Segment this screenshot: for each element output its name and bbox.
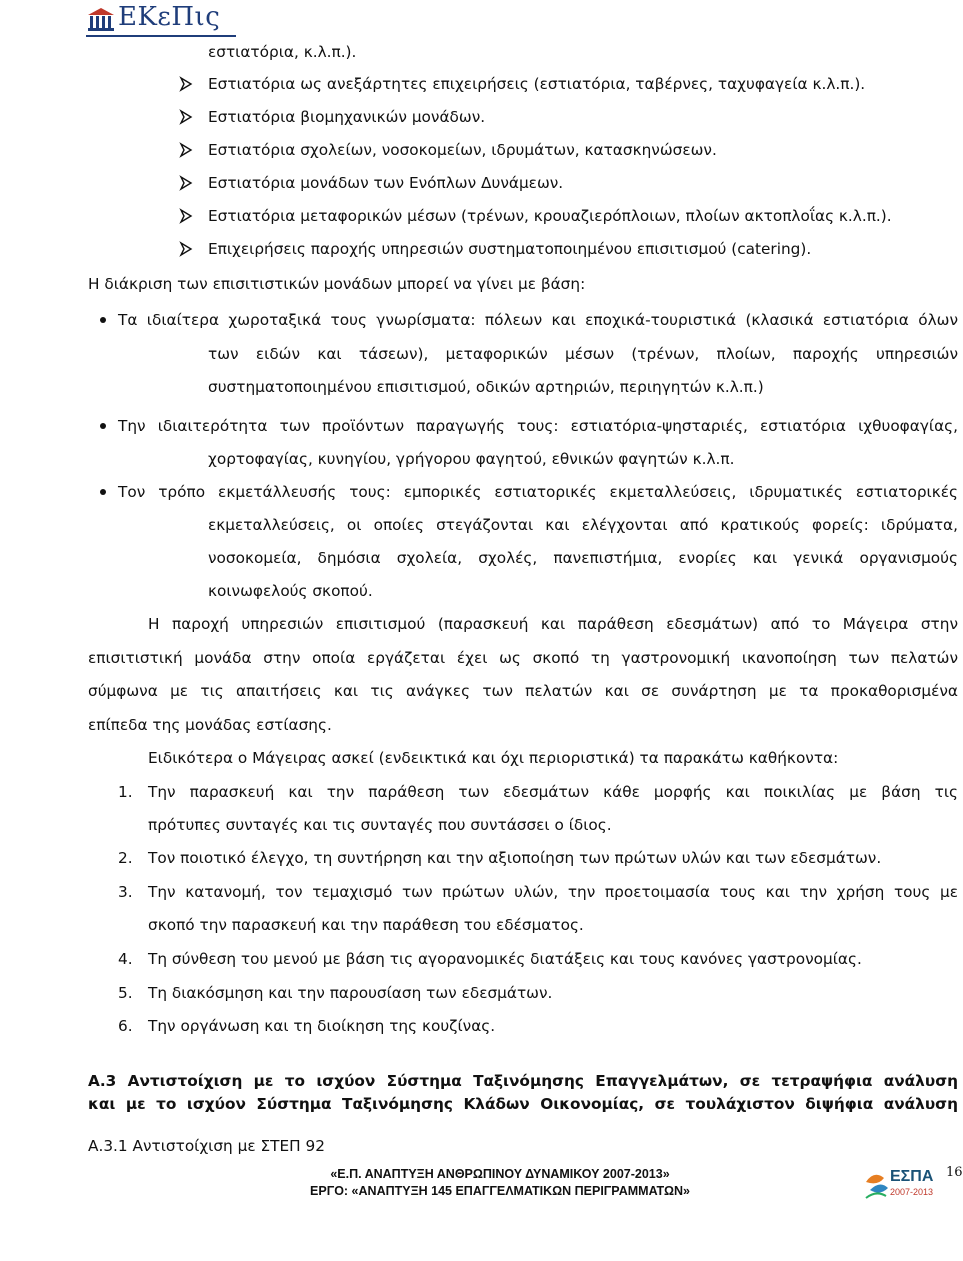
list-item-text: Τα ιδιαίτερα χωροταξικά τους γνωρίσματα: πόλεων και εποχικά-τουριστικά (κλασικά εστιατόρια όλων [118, 311, 958, 329]
espa-text: ΕΣΠΑ [890, 1168, 934, 1185]
list-item-text: Τον ποιοτικό έλεγχο, τη συντήρηση και την αξιοποίηση των πρώτων υλών και των εδεσμάτων. [148, 849, 882, 867]
bullet-dot-icon [100, 317, 106, 323]
criteria-intro: Η διάκριση των επισιτιστικών μονάδων μπορεί να γίνει με βάση: [88, 275, 586, 293]
paragraph-line: Η παροχή υπηρεσιών επισιτισμού (παρασκευή και παράθεση εδεσμάτων) από το Μάγειρα στην [148, 615, 958, 633]
arrow-bullet-icon [180, 242, 192, 256]
paragraph-line: επισιτιστική μονάδα στην οποία εργάζεται έχει ως σκοπό τη γαστρονομική ικανοποίηση των πελατών [88, 649, 958, 667]
subsection-title: Α.3.1 Αντιστοίχιση με ΣΤΕΠ 92 [88, 1137, 325, 1155]
footer-project: ΕΡΓΟ: «ΑΝΑΠΤΥΞΗ 145 ΕΠΑΓΓΕΛΜΑΤΙΚΩΝ ΠΕΡΙΓΡΑΜΜΑΤΩΝ» [310, 1184, 690, 1198]
bullet-dot-icon [100, 489, 106, 495]
arrow-bullet-icon [180, 209, 192, 223]
list-number: 6. [118, 1017, 133, 1035]
intro-continuation: εστιατόρια, κ.λ.π.). [208, 43, 357, 61]
page-number: 16 [946, 1165, 963, 1180]
list-item-text: Τον τρόπο εκμετάλλευσής τους: εμπορικές εστιατορικές εκμεταλλεύσεις, ιδρυματικές εστιατορικές [118, 483, 958, 501]
footer-program: «Ε.Π. ΑΝΑΠΤΥΞΗ ΑΝΘΡΩΠΙΝΟΥ ΔΥΝΑΜΙΚΟΥ 2007-2013» [330, 1167, 670, 1181]
paragraph-line: επίπεδα της μονάδας εστίασης. [88, 716, 332, 734]
heading-line: και με το ισχύον Σύστημα Ταξινόμησης Κλάδων Οικονομίας, σε τουλάχιστον διψήφια ανάλυση [88, 1095, 958, 1113]
list-item-text: χορτοφαγίας, κυνηγίου, γρήγορου φαγητού, εθνικών φαγητών κ.λ.π. [208, 450, 735, 468]
paragraph-line: σύμφωνα με τις απαιτήσεις και τις ανάγκες των πελατών και σε συνάρτηση με τα προκαθορισμένα [88, 682, 958, 700]
list-item-text: πρότυπες συνταγές και τις συνταγές που συντάσσει ο ίδιος. [148, 816, 612, 834]
list-item-text: Την οργάνωση και τη διοίκηση της κουζίνας. [148, 1017, 496, 1035]
logo-text: ΕΚεΠις [118, 2, 221, 32]
list-number: 2. [118, 849, 133, 867]
arrow-bullet-icon [180, 143, 192, 157]
list-item-text: κοινωφελούς σκοπού. [208, 582, 373, 600]
header-logo [86, 2, 236, 38]
list-number: 5. [118, 984, 133, 1002]
list-number: 3. [118, 883, 133, 901]
logo-underline [86, 35, 236, 37]
list-item-text: Εστιατόρια μονάδων των Ενόπλων Δυνάμεων. [208, 174, 564, 192]
temple-icon [86, 6, 116, 32]
list-item-text: Εστιατόρια σχολείων, νοσοκομείων, ιδρυμάτων, κατασκηνώσεων. [208, 141, 717, 159]
heading-line: Α.3 Αντιστοίχιση με το ισχύον Σύστημα Ταξινόμησης Επαγγελμάτων, σε τετραψήφια ανάλυση [88, 1072, 958, 1090]
list-item-text: εκμεταλλεύσεις, οι οποίες στεγάζονται και ελέγχονται από κρατικούς φορείς: ιδρύματα, [208, 516, 958, 534]
list-item-text: Τη σύνθεση του μενού με βάση τις αγορανομικές διατάξεις και τους κανόνες γαστρονομίας. [148, 950, 862, 968]
list-item-text: Την κατανομή, τον τεμαχισμό των πρώτων υλών, την προετοιμασία τους και την χρήση τους με [148, 883, 958, 901]
espa-years: 2007-2013 [890, 1187, 934, 1197]
list-item-text: Εστιατόρια μεταφορικών μέσων (τρένων, κρουαζιερόπλοιων, πλοίων ακτοπλοΐας κ.λ.π.). [208, 207, 892, 225]
list-item-text: σκοπό την παρασκευή και την παράθεση του εδέσματος. [148, 916, 584, 934]
bullet-dot-icon [100, 423, 106, 429]
espa-logo [864, 1168, 946, 1202]
list-item-text: Την ιδιαιτερότητα των προϊόντων παραγωγής τους: εστιατόρια-ψησταριές, εστιατόρια ιχθυοφαγίας, [118, 417, 958, 435]
list-item-text: νοσοκομεία, δημόσια σχολεία, σχολές, πανεπιστήμια, ενορίες και γενικά οργανισμούς [208, 549, 958, 567]
arrow-bullet-icon [180, 176, 192, 190]
list-item-text: συστηματοποιημένου επισιτισμού, οδικών αρτηριών, περιηγητών κ.λ.π.) [208, 378, 764, 396]
arrow-bullet-icon [180, 110, 192, 124]
duties-intro: Ειδικότερα ο Μάγειρας ασκεί (ενδεικτικά και όχι περιοριστικά) τα παρακάτω καθήκοντα: [148, 749, 839, 767]
list-item-text: των ειδών και τάσεων), μεταφορικών μέσων (τρένων, πλοίων, παροχής υπηρεσιών [208, 345, 958, 363]
list-number: 4. [118, 950, 133, 968]
list-item-text: Εστιατόρια ως ανεξάρτητες επιχειρήσεις (εστιατόρια, ταβέρνες, ταχυφαγεία κ.λ.π.). [208, 75, 866, 93]
list-item-text: Επιχειρήσεις παροχής υπηρεσιών συστηματοποιημένου επισιτισμού (catering). [208, 240, 812, 258]
list-item-text: Τη διακόσμηση και την παρουσίαση των εδεσμάτων. [148, 984, 553, 1002]
list-item-text: Εστιατόρια βιομηχανικών μονάδων. [208, 108, 486, 126]
list-number: 1. [118, 783, 133, 801]
arrow-bullet-icon [180, 77, 192, 91]
list-item-text: Την παρασκευή και την παράθεση των εδεσμάτων κάθε μορφής και ποικιλίας με βάση τις [148, 783, 958, 801]
